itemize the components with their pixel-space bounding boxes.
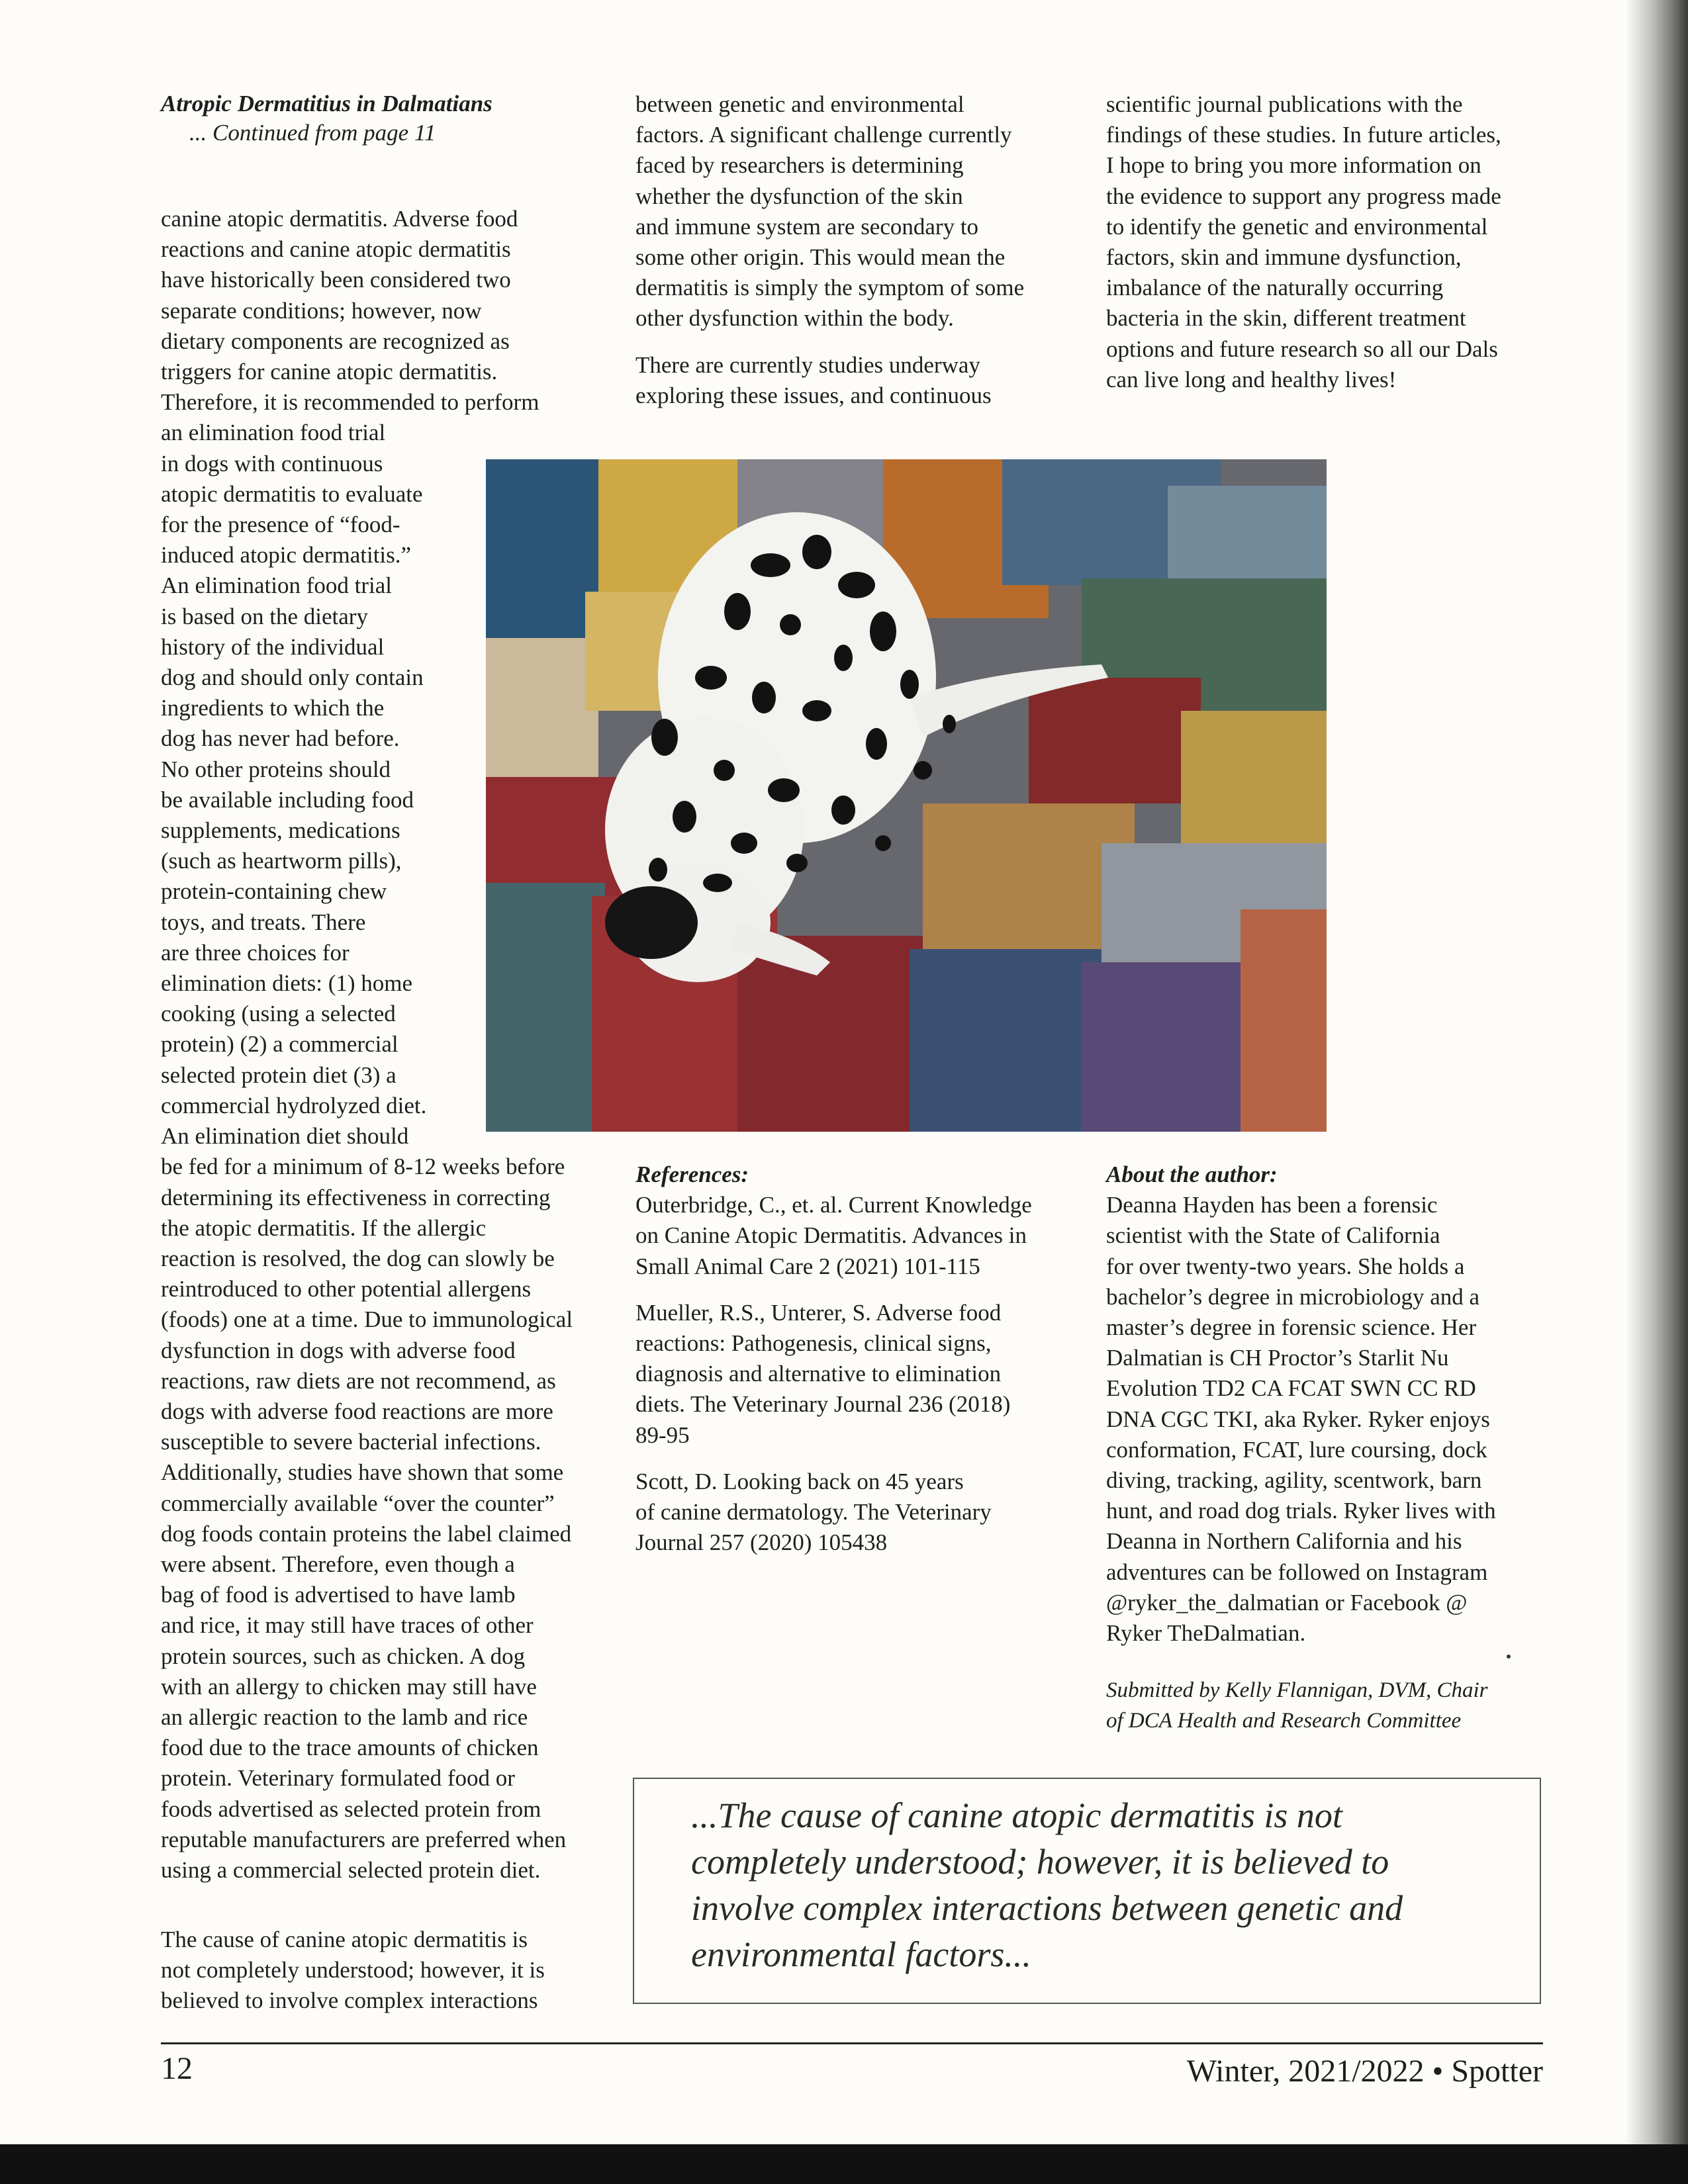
body-text-line: to identify the genetic and environmental — [1106, 213, 1488, 240]
body-text-line: dogs with adverse food reactions are more — [161, 1398, 553, 1424]
body-text-line: were absent. Therefore, even though a — [161, 1551, 515, 1577]
article-title: Atropic Dermatitius in Dalmatians — [161, 91, 492, 116]
about-text-line: Dalmatian is CH Proctor’s Starlit Nu — [1106, 1345, 1449, 1371]
body-text-line: food due to the trace amounts of chicken — [161, 1735, 539, 1761]
about-text-line: diving, tracking, agility, scentwork, barn — [1106, 1467, 1482, 1494]
pull-quote-line: ...The cause of canine atopic dermatitis is not — [691, 1796, 1342, 1835]
about-heading: About the author: — [1106, 1161, 1278, 1187]
body-text-line: scientific journal publications with the — [1106, 91, 1463, 117]
body-text-line: other dysfunction within the body. — [635, 305, 954, 332]
submitted-line: of DCA Health and Research Committee — [1106, 1709, 1462, 1733]
continued-note: ... Continued from page 11 — [189, 120, 436, 146]
body-text-line: cooking (using a selected — [161, 1001, 396, 1027]
body-text-line: and immune system are secondary to — [635, 213, 979, 240]
about-text-line: for over twenty-two years. She holds a — [1106, 1253, 1465, 1279]
about-author-section — [1106, 1160, 1496, 1649]
column-3-body — [1106, 89, 1501, 395]
body-text-line: reaction is resolved, the dog can slowly be — [161, 1245, 555, 1271]
body-text-line: be available including food — [161, 786, 414, 813]
body-text-line: dietary components are recognized as — [161, 328, 510, 354]
body-text-line: No other proteins should — [161, 756, 391, 782]
body-text-line: canine atopic dermatitis. Adverse food — [161, 206, 518, 232]
body-text-line: with an allergy to chicken may still have — [161, 1673, 537, 1700]
submitted-line: Submitted by Kelly Flannigan, DVM, Chair — [1106, 1678, 1488, 1702]
about-text-line: conformation, FCAT, lure coursing, dock — [1106, 1436, 1487, 1463]
column-1-final-paragraph — [161, 1925, 545, 2017]
references-heading: References: — [635, 1161, 749, 1187]
body-text-line: using a commercial selected protein diet. — [161, 1856, 541, 1883]
body-text-line: toys, and treats. There — [161, 909, 366, 935]
body-text-line: triggers for canine atopic dermatitis. — [161, 359, 498, 385]
pull-quote-text — [691, 1792, 1403, 1978]
body-text-line: protein-containing chew — [161, 878, 387, 905]
body-text-line: An elimination diet should — [161, 1123, 409, 1150]
body-text-line: There are currently studies underway — [635, 352, 980, 378]
body-text-line: Therefore, it is recommended to perform — [161, 389, 539, 416]
body-text-line: believed to involve complex interactions — [161, 1987, 538, 2014]
body-text-line: some other origin. This would mean the — [635, 244, 1006, 271]
body-text-line: can live long and healthy lives! — [1106, 366, 1397, 392]
body-text-line: bag of food is advertised to have lamb — [161, 1582, 516, 1608]
body-text-line: between genetic and environmental — [635, 91, 964, 117]
body-text-line: factors. A significant challenge currently — [635, 122, 1012, 148]
reference-line: diets. The Veterinary Journal 236 (2018) — [635, 1391, 1011, 1418]
pull-quote-line: completely understood; however, it is believed to — [691, 1842, 1389, 1882]
body-text-line: the atopic dermatitis. If the allergic — [161, 1214, 487, 1241]
body-text-line: susceptible to severe bacterial infections. — [161, 1429, 541, 1455]
body-text-line: dermatitis is simply the symptom of some — [635, 275, 1025, 301]
reference-line: on Canine Atopic Dermatitis. Advances in — [635, 1222, 1027, 1249]
body-text-line: not completely understood; however, it is — [161, 1957, 545, 1983]
body-text-line: protein. Veterinary formulated food or — [161, 1765, 515, 1792]
dalmatian-photo — [486, 459, 1327, 1132]
reference-line: 89-95 — [635, 1422, 690, 1448]
reference-line: Outerbridge, C., et. al. Current Knowledge — [635, 1192, 1032, 1218]
body-text-line: are three choices for — [161, 939, 350, 966]
about-text-line: scientist with the State of California — [1106, 1222, 1440, 1249]
body-text-line: reactions, raw diets are not recommend, as — [161, 1367, 556, 1394]
reference-entry — [635, 1190, 1032, 1282]
footer-rule — [161, 2042, 1543, 2044]
reference-line: diagnosis and alternative to elimination — [635, 1361, 1002, 1387]
column-2-body-continued — [635, 350, 992, 411]
reference-entry — [635, 1467, 1032, 1559]
body-text-line: The cause of canine atopic dermatitis is — [161, 1927, 528, 1952]
about-text-line: Deanna Hayden has been a forensic — [1106, 1192, 1438, 1218]
about-text-line: Ryker TheDalmatian. — [1106, 1620, 1306, 1647]
body-text-line: (such as heartworm pills), — [161, 848, 402, 874]
body-text-line: exploring these issues, and continuous — [635, 383, 992, 409]
body-text-line: bacteria in the skin, different treatment — [1106, 305, 1466, 332]
reference-entry — [635, 1298, 1032, 1451]
body-text-line: reintroduced to other potential allergens — [161, 1276, 532, 1302]
body-text-line: for the presence of “food- — [161, 512, 400, 538]
about-text-line: Evolution TD2 CA FCAT SWN CC RD — [1106, 1375, 1476, 1402]
references-section — [635, 1160, 1032, 1558]
stray-mark — [1507, 1655, 1511, 1659]
body-text-line: faced by researchers is determining — [635, 152, 964, 179]
column-2-body — [635, 89, 1024, 334]
body-text-line: Additionally, studies have shown that some — [161, 1459, 564, 1486]
pull-quote-line: environmental factors... — [691, 1934, 1031, 1974]
page-number: 12 — [161, 2051, 193, 2086]
body-text-line: whether the dysfunction of the skin — [635, 183, 963, 209]
scan-background — [0, 2144, 1688, 2184]
body-text-line: in dogs with continuous — [161, 450, 383, 477]
issue-info: Winter, 2021/2022 • Spotter — [1186, 2054, 1543, 2089]
reference-line: Journal 257 (2020) 105438 — [635, 1529, 888, 1556]
body-text-line: protein sources, such as chicken. A dog — [161, 1643, 526, 1669]
body-text-line: be fed for a minimum of 8-12 weeks before — [161, 1154, 565, 1180]
body-text-line: options and future research so all our Dals — [1106, 336, 1498, 362]
body-text-line: dog has never had before. — [161, 725, 400, 752]
body-text-line: the evidence to support any progress made — [1106, 183, 1501, 209]
body-text-line: and rice, it may still have traces of other — [161, 1612, 534, 1639]
body-text-line: imbalance of the naturally occurring — [1106, 275, 1444, 301]
body-text-line: separate conditions; however, now — [161, 297, 482, 324]
body-text-line: ingredients to which the — [161, 695, 385, 721]
body-text-line: commercially available “over the counter” — [161, 1490, 555, 1516]
body-text-line: selected protein diet (3) a — [161, 1062, 397, 1088]
about-text-line: master’s degree in forensic science. Her — [1106, 1314, 1477, 1341]
body-text-line: protein) (2) a commercial — [161, 1031, 399, 1058]
body-text-line: atopic dermatitis to evaluate — [161, 480, 423, 507]
body-text-line: have historically been considered two — [161, 267, 511, 293]
body-text-line: history of the individual — [161, 633, 385, 660]
body-text-line: supplements, medications — [161, 817, 400, 844]
reference-line: of canine dermatology. The Veterinary — [635, 1499, 992, 1525]
body-text-line: is based on the dietary — [161, 603, 368, 629]
reference-line: reactions: Pathogenesis, clinical signs, — [635, 1330, 992, 1357]
body-text-line: commercial hydrolyzed diet. — [161, 1092, 427, 1118]
body-text-line: An elimination food trial — [161, 572, 392, 599]
body-text-line: I hope to bring you more information on — [1106, 152, 1481, 179]
body-text-line: (foods) one at a time. Due to immunological — [161, 1306, 573, 1333]
body-text-line: findings of these studies. In future articles, — [1106, 122, 1501, 148]
pull-quote-box — [633, 1778, 1541, 2004]
body-text-line: an elimination food trial — [161, 420, 386, 446]
body-text-line: dysfunction in dogs with adverse food — [161, 1337, 516, 1363]
body-text-line: foods advertised as selected protein from — [161, 1796, 541, 1822]
about-text-line: adventures can be followed on Instagram — [1106, 1559, 1488, 1585]
body-text-line: determining its effectiveness in correcting — [161, 1184, 551, 1210]
submitted-by — [1106, 1675, 1488, 1736]
about-text-line: hunt, and road dog trials. Ryker lives with — [1106, 1498, 1496, 1524]
about-text-line: DNA CGC TKI, aka Ryker. Ryker enjoys — [1106, 1406, 1490, 1432]
about-text-line: @ryker_the_dalmatian or Facebook @ — [1106, 1589, 1468, 1615]
binding-edge — [1626, 0, 1635, 2144]
body-text-line: elimination diets: (1) home — [161, 970, 413, 997]
body-text-line: reputable manufacturers are preferred when — [161, 1826, 567, 1852]
body-text-line: reactions and canine atopic dermatitis — [161, 236, 511, 263]
about-text-line: bachelor’s degree in microbiology and a — [1106, 1283, 1480, 1310]
body-text-line: an allergic reaction to the lamb and rice — [161, 1704, 528, 1730]
pull-quote-line: involve complex interactions between genetic and — [691, 1888, 1403, 1928]
body-text-line: dog foods contain proteins the label claimed — [161, 1520, 572, 1547]
binding-shadow — [1635, 0, 1688, 2144]
body-text-line: factors, skin and immune dysfunction, — [1106, 244, 1462, 271]
reference-line: Mueller, R.S., Unterer, S. Adverse food — [635, 1299, 1002, 1326]
reference-line: Small Animal Care 2 (2021) 101-115 — [635, 1253, 980, 1279]
body-text-line: induced atopic dermatitis.” — [161, 542, 412, 569]
reference-line: Scott, D. Looking back on 45 years — [635, 1468, 964, 1494]
body-text-line: dog and should only contain — [161, 664, 424, 691]
about-text-line: Deanna in Northern California and his — [1106, 1528, 1462, 1555]
